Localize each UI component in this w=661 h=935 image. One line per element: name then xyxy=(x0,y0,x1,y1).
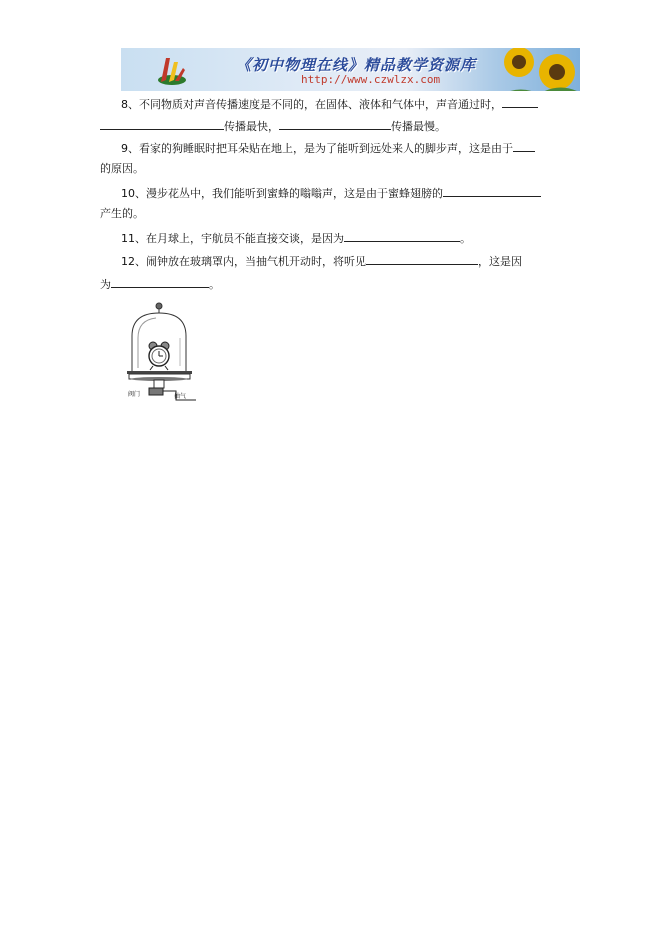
question-11-blank[interactable] xyxy=(344,230,460,242)
banner-title: 《初中物理在线》精品教学资源库 xyxy=(236,56,477,74)
question-12-text: 12、闹钟放在玻璃罩内，当抽气机开动时，将听见 xyxy=(121,255,366,268)
question-8-text: 8、不同物质对声音传播速度是不同的，在固体、液体和气体中，声音通过时， xyxy=(121,98,502,111)
question-8-blank-1-continued[interactable] xyxy=(100,118,224,130)
question-9-line-1 xyxy=(121,140,535,156)
valve-icon xyxy=(149,388,196,400)
logo-icon xyxy=(157,54,187,86)
question-12-line-1-end: ，这是因 xyxy=(478,255,522,268)
valve-label: 阀门 xyxy=(128,391,141,398)
question-11-text: 11、在月球上，宇航员不能直接交谈，是因为 xyxy=(121,232,344,245)
question-10-line-2-text: 产生的。 xyxy=(100,207,144,220)
sunflower-icon xyxy=(499,48,579,91)
question-10-text: 10、漫步花丛中，我们能听到蜜蜂的嗡嗡声，这是由于蜜蜂翅膀的 xyxy=(121,187,443,200)
pump-label: 抽气 xyxy=(174,393,187,400)
question-8-line-2 xyxy=(100,118,446,134)
question-12-line-1 xyxy=(121,253,522,269)
question-9-line-2-text: 的原因。 xyxy=(100,162,144,175)
question-12-end-text: 。 xyxy=(209,278,220,291)
question-12-blank-2[interactable] xyxy=(111,276,209,288)
question-9-line-2 xyxy=(100,162,144,176)
question-10-line-2 xyxy=(100,207,144,221)
question-8-end-text: 传播最慢。 xyxy=(391,120,446,133)
header-banner xyxy=(121,48,580,91)
alarm-clock-icon xyxy=(149,342,169,370)
question-8-line-1 xyxy=(121,96,538,112)
question-9-blank[interactable] xyxy=(513,140,535,152)
question-10-blank[interactable] xyxy=(443,185,541,197)
question-12-blank-1[interactable] xyxy=(366,253,478,265)
question-11-line-1 xyxy=(121,230,471,246)
base-plate xyxy=(127,371,192,388)
question-12-line-2 xyxy=(100,276,220,292)
question-8-blank-2[interactable] xyxy=(279,118,391,130)
question-12-line-2-text: 为 xyxy=(100,278,111,291)
question-8-mid-text: 传播最快， xyxy=(224,120,279,133)
banner-url[interactable]: http://www.czwlzx.com xyxy=(301,73,441,86)
question-10-line-1 xyxy=(121,185,541,201)
question-9-text: 9、看家的狗睡眠时把耳朵贴在地上，是为了能听到远处来人的脚步声，这是由于 xyxy=(121,142,513,155)
question-8-blank-1[interactable] xyxy=(502,96,538,108)
question-11-end-text: 。 xyxy=(460,232,471,245)
bell-jar-figure xyxy=(126,300,196,408)
